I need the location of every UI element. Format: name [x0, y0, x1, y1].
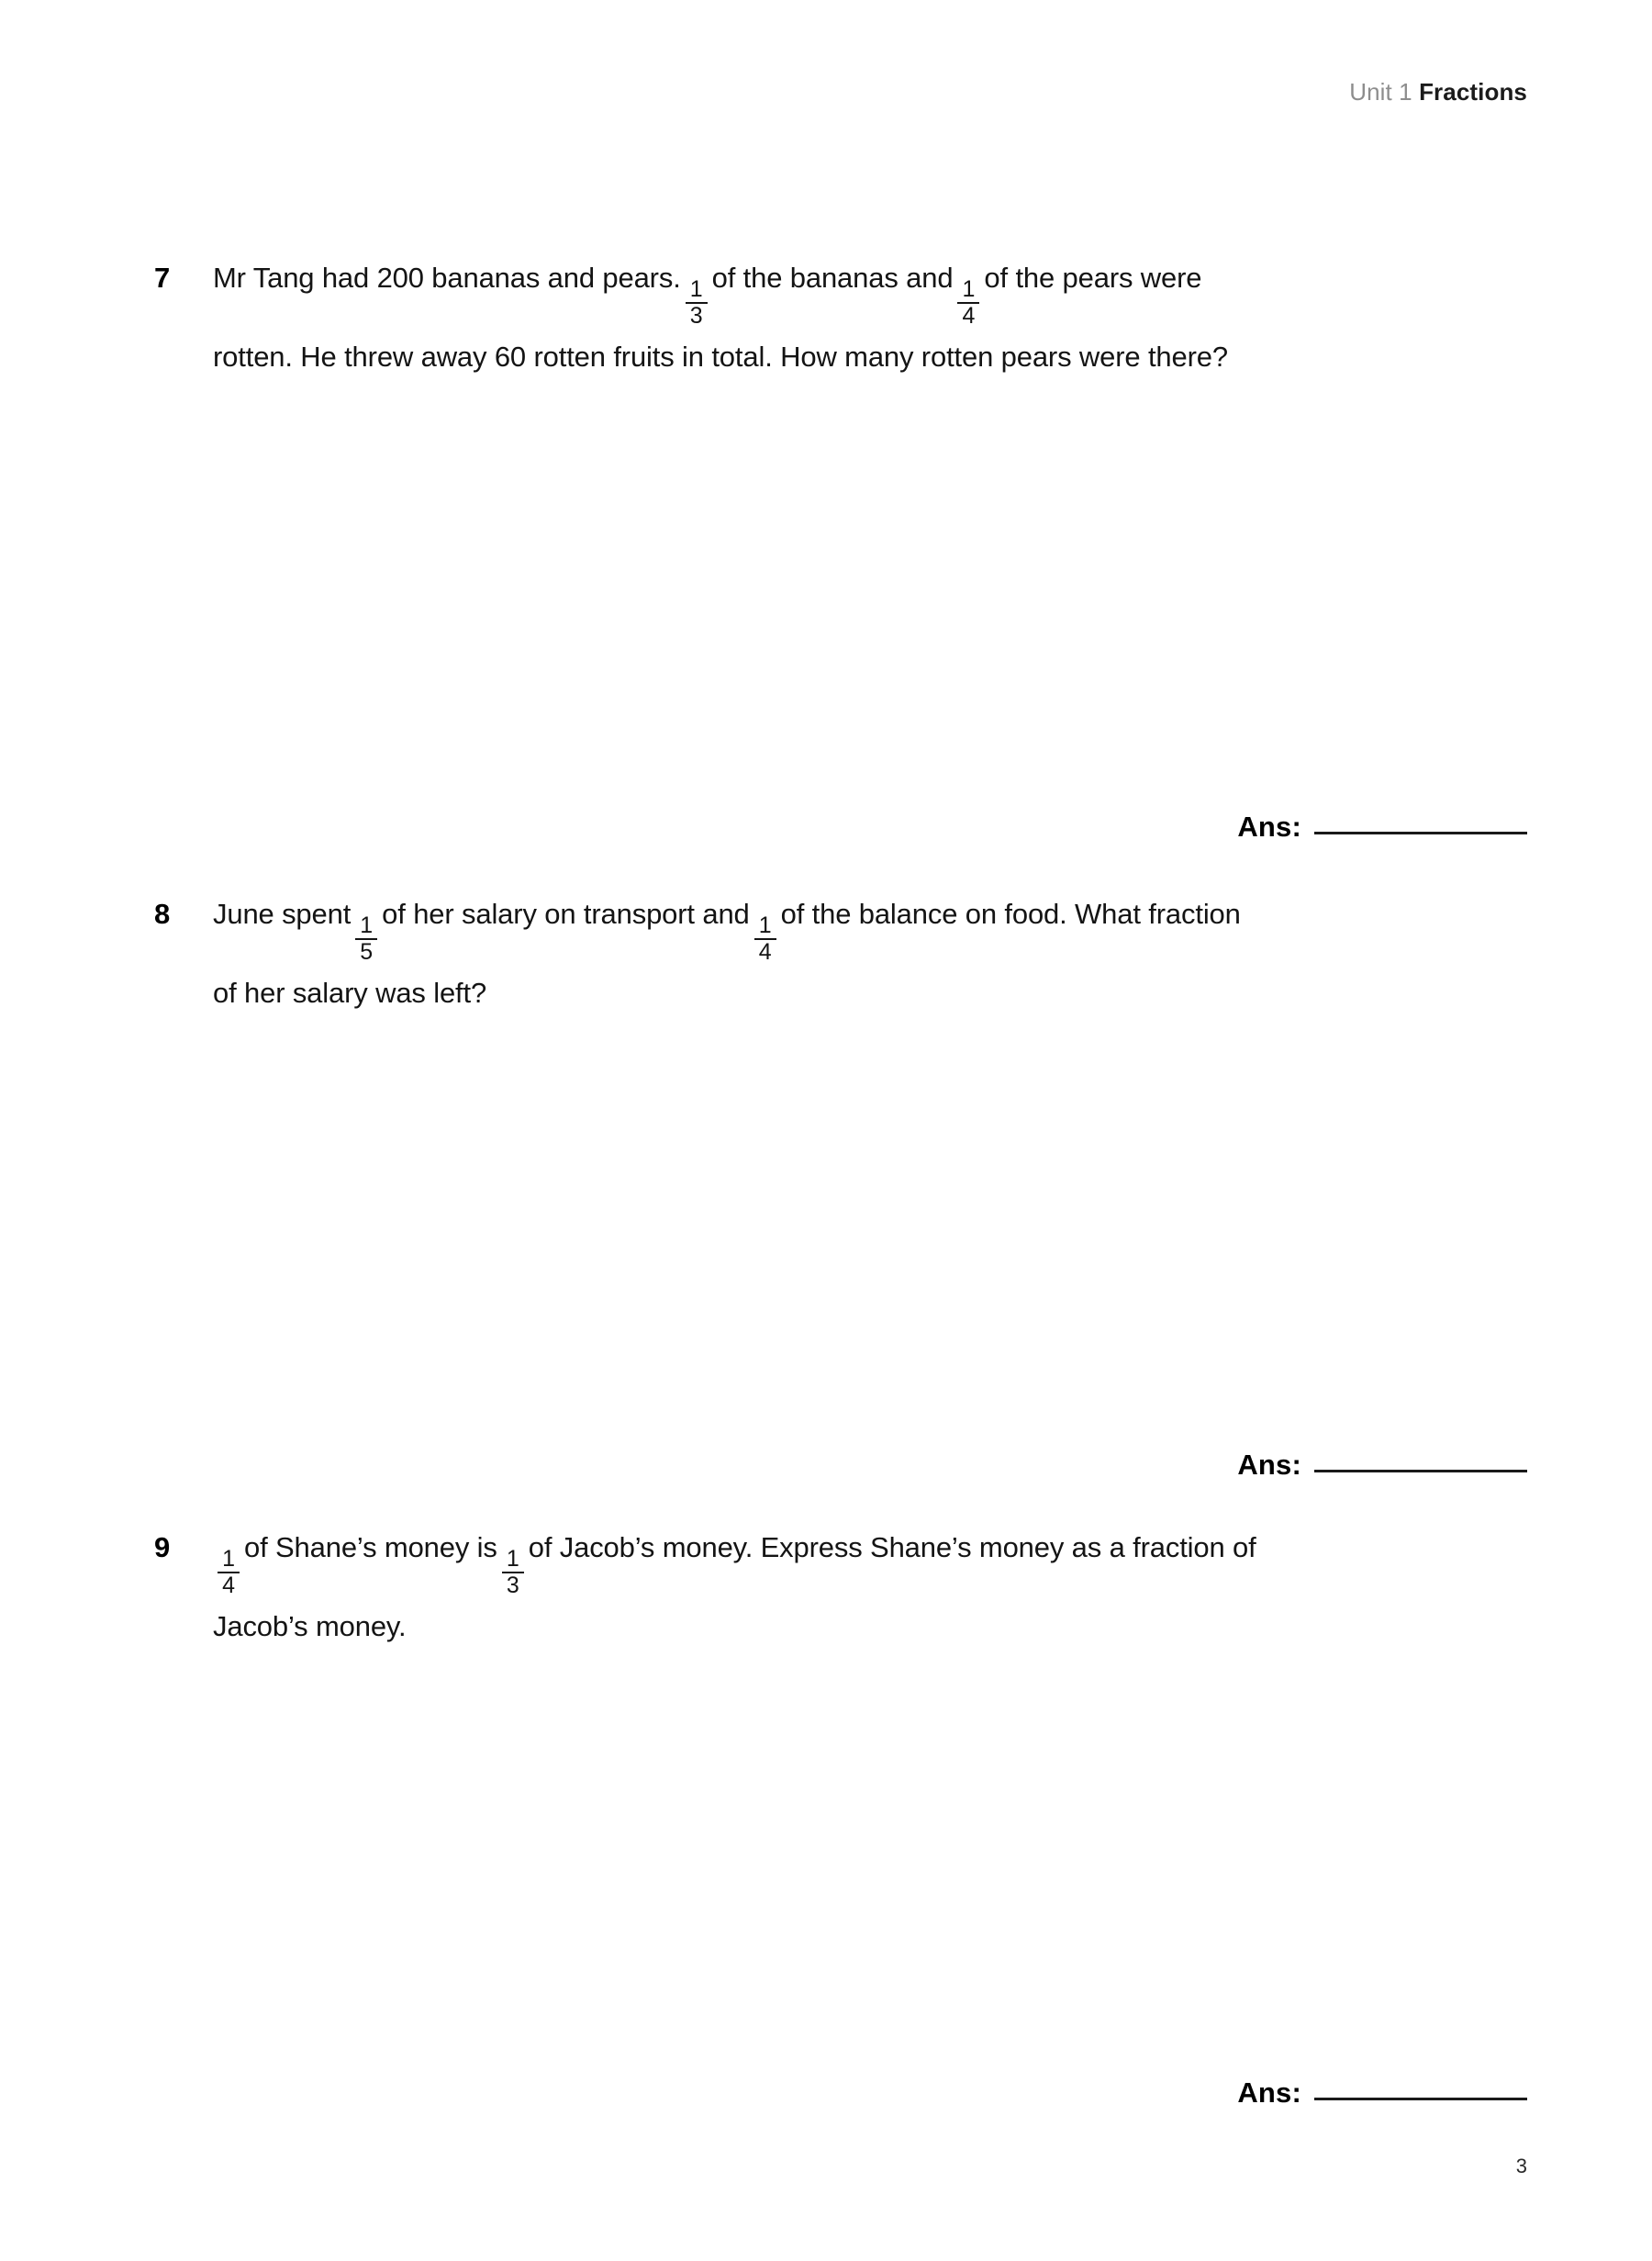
question-9-line1-part-c: of Jacob’s money. Express Shane’s money as a fraction of [528, 1531, 1256, 1563]
question-9-text [213, 1519, 1503, 1655]
question-8-number: 8 [154, 898, 171, 930]
question-7-line1-part-c: of the pears were [984, 262, 1202, 294]
question-9-line-2: Jacob’s money. [213, 1609, 407, 1642]
question-9-line-1 [213, 1519, 1503, 1598]
question-8 [154, 886, 1503, 1022]
fraction-denominator: 3 [689, 302, 703, 329]
answer-label: Ans: [1237, 2076, 1301, 2109]
answer-label: Ans: [1237, 811, 1301, 843]
answer-blank-rule[interactable] [1314, 1470, 1527, 1472]
question-7-text [213, 250, 1503, 386]
running-head-topic: Fractions [1419, 78, 1527, 106]
running-head [1349, 78, 1527, 106]
question-8-line-2: of her salary was left? [213, 976, 487, 1009]
question-7 [154, 250, 1503, 386]
question-7-line1-part-b: of the bananas and [711, 262, 954, 294]
answer-blank-rule[interactable] [1314, 2098, 1527, 2100]
answer-blank-rule[interactable] [1314, 832, 1527, 834]
answer-line-question-9 [1237, 2076, 1527, 2110]
question-8-line1-part-c: of the balance on food. What fraction [780, 898, 1241, 930]
fraction-numerator: 1 [962, 275, 976, 302]
answer-line-question-8 [1237, 1449, 1527, 1482]
page-number: 3 [1515, 2155, 1527, 2177]
fraction-one-third [686, 275, 708, 329]
question-8-line1-part-b: of her salary on transport and [382, 898, 750, 930]
fraction-denominator: 4 [758, 938, 772, 965]
fraction-numerator: 1 [506, 1545, 519, 1572]
fraction-numerator: 1 [758, 912, 772, 938]
fraction-numerator: 1 [222, 1545, 235, 1572]
question-7-line-2: rotten. He threw away 60 rotten fruits in total. How many rotten pears were there? [213, 340, 1228, 373]
fraction-denominator: 3 [506, 1572, 519, 1598]
question-8-line-1 [213, 886, 1503, 965]
question-9-number: 9 [154, 1531, 171, 1563]
answer-label: Ans: [1237, 1449, 1301, 1481]
fraction-denominator: 4 [222, 1572, 235, 1598]
fraction-denominator: 4 [962, 302, 976, 329]
question-7-line-1 [213, 250, 1503, 329]
fraction-numerator: 1 [689, 275, 703, 302]
fraction-one-third [502, 1545, 524, 1598]
answer-line-question-7 [1237, 811, 1527, 844]
question-9-line1-part-b: of Shane’s money is [244, 1531, 497, 1563]
fraction-one-quarter [218, 1545, 240, 1598]
question-7-line1-part-a: Mr Tang had 200 bananas and pears. [213, 262, 681, 294]
fraction-numerator: 1 [360, 912, 374, 938]
question-8-line1-part-a: June spent [213, 898, 352, 930]
fraction-one-fifth [355, 914, 377, 964]
fraction-denominator: 5 [360, 938, 374, 965]
question-8-text [213, 886, 1503, 1022]
question-9 [154, 1519, 1503, 1655]
running-head-unit: Unit 1 [1349, 78, 1412, 106]
fraction-one-quarter [754, 914, 776, 964]
question-7-number: 7 [154, 262, 171, 294]
fraction-one-quarter [957, 275, 979, 329]
